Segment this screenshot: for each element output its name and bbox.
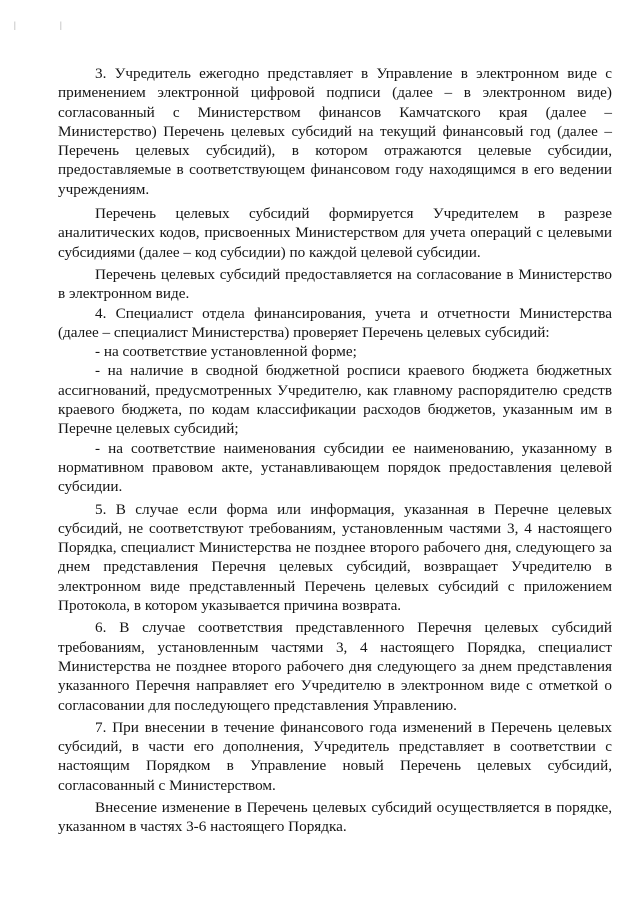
paragraph-6: 6. В случае соответствия представленного Перечня целевых субсидий требованиям, установленным частями 3, 4 настоящего Порядка, специалист Министерства не позднее второго рабочего дня следующего за днем представления указанного Перечня направляет его Учредителю в электронном виде с отметкой о согласовании для последующего представления Управлению. [58,619,612,714]
paragraph-5: 5. В случае если форма или информация, указанная в Перечне целевых субсидий, не соответствуют требованиям, установленным частями 3, 4 настоящего Порядка, специалист Министерства не позднее второго рабочего дня, следующего за днем представления Перечня целевых субсидий, возвращает Учредителю в электронном виде представленный Перечень целевых субсидий с приложением Протокола, в котором указывается причина возврата. [58,500,612,615]
document-text [58,64,612,837]
paragraph-subsidy-list-approval: Перечень целевых субсидий предоставляется на согласование в Министерство в электронном виде. [58,265,612,303]
paragraph-4-item-form: - на соответствие установленной форме; [95,343,357,361]
paragraph-4-item-name: - на соответствие наименования субсидии ее наименованию, указанному в нормативном правовом акте, устанавливающем порядок предоставления целевой субсидии. [58,439,612,496]
scan-mark-right: | [60,20,62,30]
paragraph-7: 7. При внесении в течение финансового года изменений в Перечень целевых субсидий, в части его дополнения, Учредитель представляет в соответствии с настоящим Порядком в Управление новый Перечень целевых субсидий, согласованный с Министерством. [58,718,612,794]
paragraph-3: 3. Учредитель ежегодно представляет в Управление в электронном виде с применением электронной цифровой подписи (далее – в электронном виде) согласованный с Министерством финансов Камчатского края (далее – Министерство) Перечень целевых субсидий на текущий финансовый год (далее – Перечень целевых субсидий), в котором отражаются целевые субсидии, предоставляемые в соответствующем финансовом году находящимся в его ведении учреждениям. [58,65,612,198]
paragraph-4-item-budget: - на наличие в сводной бюджетной росписи краевого бюджета бюджетных ассигнований, предусмотренных Учредителю, как главному распорядителю средств краевого бюджета, по кодам классификации расходов бюджетов, указанным им в Перечне целевых субсидий; [58,362,612,438]
scan-mark-left: | [14,20,16,30]
paragraph-subsidy-list-formation: Перечень целевых субсидий формируется Учредителем в разрезе аналитических кодов, присвоенных Министерством для учета операций с целевыми субсидиями (далее – код субсидии) по каждой целевой субсидии. [58,205,612,261]
paragraph-changes: Внесение изменение в Перечень целевых субсидий осуществляется в порядке, указанном в частях 3-6 настоящего Порядка. [58,798,612,836]
paragraph-4: 4. Специалист отдела финансирования, учета и отчетности Министерства (далее – специалист Министерства) проверяет Перечень целевых субсидий: [58,304,612,341]
